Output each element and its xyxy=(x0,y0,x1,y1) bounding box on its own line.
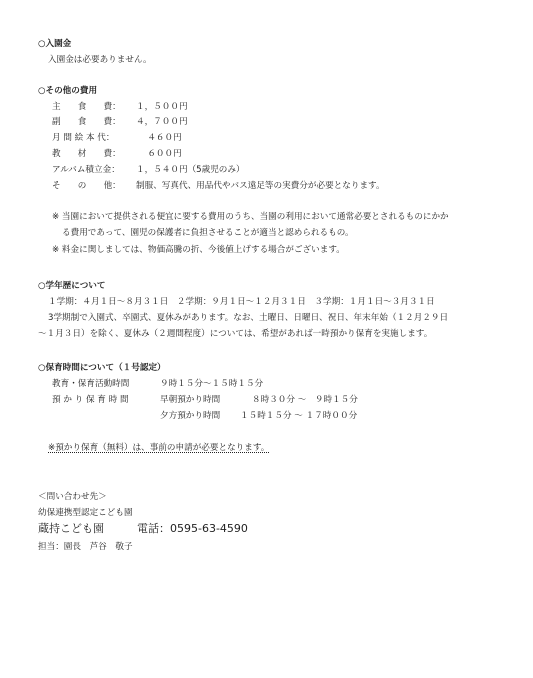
care-hours-note: ※預かり保育（無料）は、事前の申請が必要となります。 xyxy=(48,443,270,453)
fee-note-1: ※ 当園において提供される便宜に要する費用のうち、当園の利用において通常必要とされるものにかか xyxy=(52,212,449,222)
fee-label-other: そ の 他： xyxy=(52,181,121,191)
fee-note-2: ※ 料金に関しましては、物価高騰の折、今後値上げする場合がございます。 xyxy=(52,245,345,255)
contact-person: 担当：園長 芦谷 敬子 xyxy=(38,542,133,552)
fee-value-other: 制服、写真代、用品代やバス遠足等の実費分が必要となります。 xyxy=(136,181,385,191)
care-sub-morning: 早朝預かり時間 xyxy=(160,395,221,405)
fee-value-staple-food: １，５００円 xyxy=(136,102,188,112)
contact-phone: 電話：0595-63-4590 xyxy=(137,522,248,535)
fee-value-side-dish: ４，７００円 xyxy=(136,117,188,127)
fee-label-picture-book: 月 間 絵 本 代： xyxy=(52,133,115,143)
contact-heading: ＜問い合わせ先＞ xyxy=(38,492,107,502)
care-sub-evening: 夕方預かり時間 xyxy=(160,411,221,421)
school-year-detail-2: ～１月３日）を除く、夏休み（２週間程度）については、希望があれば一時預かり保育を実施します。 xyxy=(38,329,433,339)
fee-value-picture-book: ４６０円 xyxy=(136,133,182,143)
contact-facility-type: 幼保連携型認定こども園 xyxy=(38,508,133,518)
fee-note-1-cont: る費用であって、園児の保護者に負担させることが適当と認められるもの。 xyxy=(62,228,354,238)
fee-value-materials: ６００円 xyxy=(136,149,182,159)
fee-label-staple-food: 主 食 費： xyxy=(52,102,121,112)
fee-label-side-dish: 副 食 費： xyxy=(52,117,121,127)
fee-label-album: アルバム積立金： xyxy=(52,165,120,175)
fee-value-album: １，５４０円（5歳児のみ） xyxy=(136,165,245,175)
admission-text: 入園金は必要ありません。 xyxy=(48,55,152,65)
care-time-morning: ８時３０分 ～ ９時１５分 xyxy=(252,395,358,405)
fee-label-materials: 教 材 費： xyxy=(52,149,121,159)
care-hours-heading: ○保育時間について（１号認定） xyxy=(38,363,166,373)
other-fees-heading: ○その他の費用 xyxy=(38,86,98,96)
school-year-detail-1: 3学期制で入園式、卒園式、夏休みがあります。なお、土曜日、日曜日、祝日、年末年始（１２月２９日 xyxy=(48,313,449,323)
care-time-evening: １５時１５分 ～ １７時００分 xyxy=(240,411,358,421)
contact-facility-name: 蔵持こども園 xyxy=(38,522,104,535)
care-time-education: ９時１５分～１５時１５分 xyxy=(160,379,264,389)
admission-heading: ○入園金 xyxy=(38,39,72,49)
school-year-terms: １学期：４月１日～８月３１日 ２学期：９月１日～１２月３１日 ３学期：１月１日～３月３１日 xyxy=(48,297,435,307)
care-label-extended: 預 か り 保 育 時 間 xyxy=(52,395,129,405)
school-year-heading: ○学年歴について xyxy=(38,281,106,291)
care-label-education: 教育・保育活動時間 xyxy=(52,379,130,389)
